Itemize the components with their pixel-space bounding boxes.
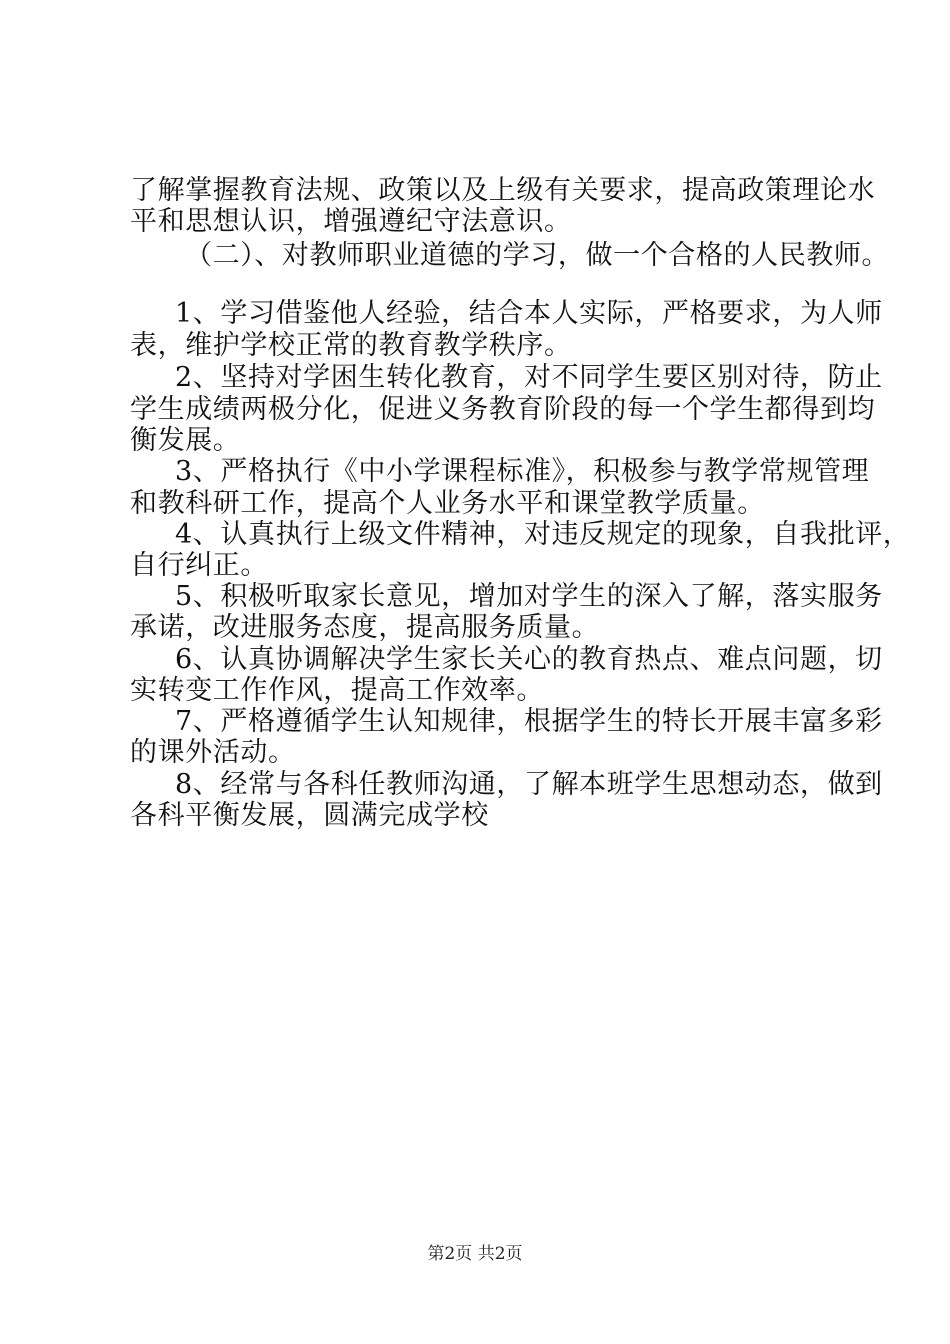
list-item-line: 4、认真执行上级文件精神，对违反规定的现象，自我批评， bbox=[175, 519, 911, 550]
list-item-line: 实转变工作作风，提高工作效率。 bbox=[130, 675, 544, 706]
body-line: 平和思想认识，增强遵纪守法意识。 bbox=[130, 206, 572, 237]
list-item-line: 8、经常与各科任教师沟通，了解本班学生思想动态，做到 bbox=[175, 769, 883, 800]
page-footer: 第2页 共2页 bbox=[427, 1244, 523, 1264]
list-item-line: 各科平衡发展，圆满完成学校 bbox=[130, 800, 489, 831]
list-item-line: 1、学习借鉴他人经验，结合本人实际，严格要求，为人师 bbox=[175, 298, 883, 329]
section-heading: （二）、对教师职业道德的学习，做一个合格的人民教师。 bbox=[185, 240, 890, 271]
list-item-line: 3、严格执行《中小学课程标准》，积极参与教学常规管理 bbox=[175, 456, 870, 487]
list-item-line: 学生成绩两极分化，促进义务教育阶段的每一个学生都得到均 bbox=[130, 394, 876, 425]
list-item-line: 衡发展。 bbox=[130, 425, 241, 456]
list-item-line: 和教科研工作，提高个人业务水平和课堂教学质量。 bbox=[130, 488, 765, 519]
list-item-line: 自行纠正。 bbox=[130, 550, 268, 581]
body-line: 了解掌握教育法规、政策以及上级有关要求，提高政策理论水 bbox=[130, 175, 876, 206]
list-item-line: 7、严格遵循学生认知规律，根据学生的特长开展丰富多彩 bbox=[175, 706, 883, 737]
list-item-line: 2、坚持对学困生转化教育，对不同学生要区别对待，防止 bbox=[175, 362, 883, 393]
list-item-line: 6、认真协调解决学生家长关心的教育热点、难点问题，切 bbox=[175, 644, 883, 675]
list-item-line: 的课外活动。 bbox=[130, 737, 296, 768]
list-item-line: 5、积极听取家长意见，增加对学生的深入了解，落实服务 bbox=[175, 581, 883, 612]
list-item-line: 表，维护学校正常的教育教学秩序。 bbox=[130, 330, 572, 361]
list-item-line: 承诺，改进服务态度，提高服务质量。 bbox=[130, 612, 600, 643]
